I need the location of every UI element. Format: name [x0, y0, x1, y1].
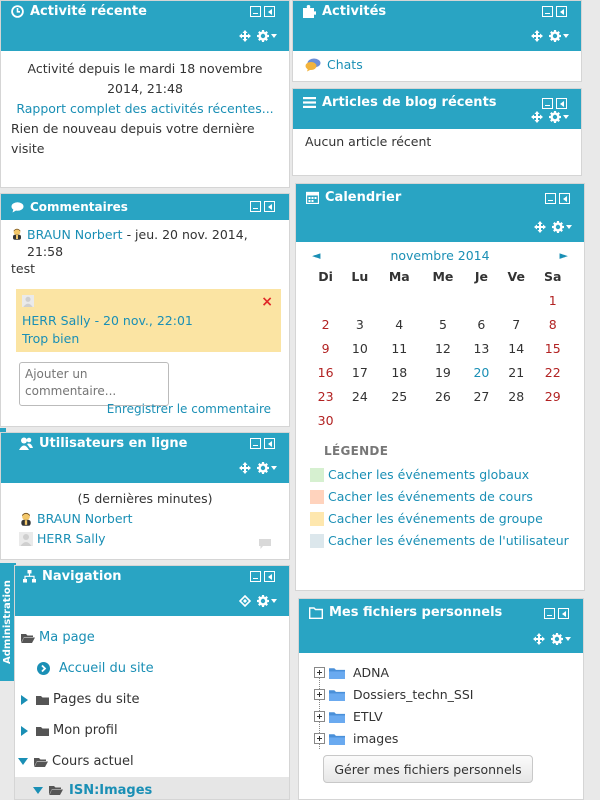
block-title	[309, 605, 502, 620]
block-header	[296, 184, 584, 242]
calendar-day[interactable]: 26	[434, 388, 451, 404]
folder-outline-icon	[309, 607, 323, 619]
calendar-empty-cell	[342, 408, 377, 432]
collapse-arrow-icon[interactable]	[18, 758, 28, 765]
block-header	[1, 194, 289, 220]
nav-item-my-page[interactable]: Ma page	[15, 622, 289, 653]
nav-item-site-pages[interactable]: Pages du site	[15, 684, 289, 715]
calendar-day[interactable]: 23	[317, 388, 334, 404]
comment-author-link[interactable]: HERR Sally	[22, 313, 91, 328]
move-icon[interactable]	[534, 221, 546, 233]
calendar-day[interactable]: 15	[544, 340, 561, 356]
comment-date: - jeu. 20 nov. 2014, 21:58	[27, 227, 248, 259]
legend-swatch	[310, 534, 324, 548]
minimize-icon[interactable]	[542, 98, 553, 109]
comment-item	[16, 289, 281, 352]
move-icon[interactable]	[239, 30, 251, 42]
dock-icon[interactable]	[559, 193, 570, 204]
calendar-day[interactable]: 17	[351, 364, 368, 380]
gear-icon[interactable]	[551, 633, 563, 645]
calendar-day-header: Di	[318, 268, 333, 284]
calendar-day[interactable]: 25	[391, 388, 408, 404]
online-user-row	[11, 529, 279, 549]
folder-icon	[329, 732, 345, 745]
calendar-day[interactable]: 12	[434, 340, 451, 356]
legend-toggle-link[interactable]: Cacher les événements de groupe	[328, 511, 543, 526]
next-month-icon[interactable]: ►	[559, 248, 568, 262]
calendar-day-header: Ma	[388, 268, 410, 284]
puzzle-icon	[303, 5, 316, 18]
calendar-month-nav	[296, 242, 584, 264]
expand-arrow-icon[interactable]	[21, 726, 28, 736]
online-user-link[interactable]: BRAUN Norbert	[37, 511, 133, 526]
collapse-arrow-icon[interactable]	[33, 787, 43, 794]
folder-name[interactable]: images	[353, 730, 399, 746]
online-user-link[interactable]: HERR Sally	[37, 531, 106, 546]
activities-block	[292, 0, 582, 82]
file-tree-folder[interactable]	[314, 727, 583, 749]
block-title	[11, 4, 147, 19]
dock-icon[interactable]	[264, 6, 275, 17]
calendar-day[interactable]: 9	[321, 340, 330, 356]
blog-title: Articles de blog récents	[322, 95, 497, 110]
minimize-icon[interactable]	[250, 6, 261, 17]
chevron-down-icon[interactable]	[271, 466, 277, 470]
gear-icon[interactable]	[552, 221, 564, 233]
folder-open-icon	[34, 756, 48, 768]
chevron-down-icon[interactable]	[271, 599, 277, 603]
block-header	[1, 1, 289, 51]
folder-icon	[36, 694, 49, 706]
manage-files-button[interactable]: Gérer mes fichiers personnels	[323, 755, 533, 783]
user-avatar-icon	[11, 228, 23, 240]
calendar-icon	[306, 191, 319, 204]
delete-comment-icon[interactable]: ×	[261, 294, 273, 310]
save-comment-link[interactable]: Enregistrer le commentaire	[106, 402, 271, 416]
users-icon	[19, 437, 33, 450]
dock-icon[interactable]	[264, 201, 275, 212]
legend-item	[296, 464, 584, 486]
nav-item-current-course[interactable]: Cours actuel	[15, 746, 289, 777]
nav-item-my-profile[interactable]: Mon profil	[15, 715, 289, 746]
full-report-link[interactable]: Rapport complet des activités récentes...	[16, 101, 274, 116]
calendar-day[interactable]: 21	[508, 364, 525, 380]
calendar-day[interactable]: 8	[548, 316, 557, 332]
calendar-week-row	[309, 336, 571, 360]
chats-link[interactable]: Chats	[327, 57, 363, 72]
calendar-day[interactable]: 18	[391, 364, 408, 380]
online-user-row	[11, 509, 279, 529]
comments-block	[0, 193, 290, 427]
calendar-day[interactable]: 10	[351, 340, 368, 356]
blog-empty-text: Aucun article récent	[305, 134, 432, 149]
calendar-legend	[296, 464, 584, 552]
calendar-day[interactable]: 30	[317, 412, 334, 428]
calendar-day[interactable]: 29	[544, 388, 561, 404]
calendar-empty-cell	[498, 408, 534, 432]
legend-item	[296, 530, 584, 552]
file-tree-folder[interactable]	[314, 661, 583, 683]
comment-text: Trop bien	[22, 331, 80, 346]
folder-icon	[329, 688, 345, 701]
calendar-empty-cell	[465, 408, 498, 432]
minimize-icon[interactable]	[250, 571, 261, 582]
file-tree	[299, 653, 583, 749]
folder-icon	[329, 666, 345, 679]
block-header	[1, 433, 289, 483]
move-icon[interactable]	[531, 111, 543, 123]
file-tree-folder[interactable]	[314, 683, 583, 705]
gear-icon[interactable]	[257, 595, 269, 607]
minimize-icon[interactable]	[542, 6, 553, 17]
calendar-day[interactable]: 19	[434, 364, 451, 380]
calendar-title: Calendrier	[325, 190, 402, 205]
block-header	[299, 599, 583, 653]
sitemap-icon	[23, 570, 36, 583]
legend-title: LÉGENDE	[324, 444, 389, 458]
expand-plus-icon[interactable]	[314, 667, 325, 678]
calendar-day[interactable]: 22	[544, 364, 561, 380]
comment-item	[1, 220, 289, 283]
minimize-icon[interactable]	[250, 438, 261, 449]
clock-icon	[11, 5, 24, 18]
chevron-down-icon[interactable]	[565, 637, 571, 641]
comments-title: Commentaires	[30, 200, 128, 214]
calendar-day[interactable]: 24	[351, 388, 368, 404]
calendar-day[interactable]: 27	[473, 388, 490, 404]
expand-arrow-icon[interactable]	[21, 695, 28, 705]
calendar-empty-cell	[465, 288, 498, 312]
legend-item	[296, 508, 584, 530]
dock-icon[interactable]	[556, 98, 567, 109]
calendar-month-link[interactable]: novembre 2014	[390, 247, 490, 263]
minimize-icon[interactable]	[250, 201, 261, 212]
calendar-day[interactable]: 1	[548, 292, 557, 308]
calendar-day[interactable]: 13	[473, 340, 490, 356]
calendar-empty-cell	[421, 288, 465, 312]
calendar-day-header: Me	[432, 268, 454, 284]
legend-swatch	[310, 468, 324, 482]
block-title	[11, 200, 128, 214]
calendar-empty-cell	[498, 288, 534, 312]
private-files-block	[298, 598, 584, 800]
minimize-icon[interactable]	[544, 608, 555, 619]
message-icon[interactable]	[259, 539, 271, 549]
calendar-week-row	[309, 384, 571, 408]
comment-text: test	[11, 261, 36, 276]
gear-icon[interactable]	[257, 30, 269, 42]
calendar-day-header: Je	[474, 268, 488, 284]
minimize-icon[interactable]	[545, 193, 556, 204]
block-title	[23, 569, 122, 584]
file-tree-folder[interactable]	[314, 705, 583, 727]
block-title	[19, 436, 188, 451]
online-users-block	[0, 432, 290, 560]
folder-open-icon	[21, 632, 35, 644]
calendar-week-row	[309, 360, 571, 384]
navigation-title: Navigation	[42, 569, 122, 584]
nothing-new-text: Rien de nouveau depuis votre dernière visite	[11, 121, 255, 156]
block-header	[293, 1, 581, 51]
administration-tab[interactable]: Administration	[0, 563, 16, 681]
block-title	[303, 95, 497, 110]
move-icon[interactable]	[239, 462, 251, 474]
dock-icon[interactable]	[264, 571, 275, 582]
expand-plus-icon[interactable]	[314, 711, 325, 722]
block-header	[15, 566, 289, 616]
navigation-block	[14, 565, 290, 800]
calendar-day[interactable]: 6	[477, 316, 486, 332]
folder-name[interactable]: Dossiers_techn_SSI	[353, 686, 474, 702]
calendar-day[interactable]: 2	[321, 316, 330, 332]
legend-swatch	[310, 490, 324, 504]
files-title: Mes fichiers personnels	[329, 605, 503, 620]
expand-plus-icon[interactable]	[314, 689, 325, 700]
calendar-day-header: Lu	[351, 268, 369, 284]
chevron-down-icon[interactable]	[566, 225, 572, 229]
online-users-title: Utilisateurs en ligne	[39, 436, 188, 451]
comment-input[interactable]	[19, 362, 169, 406]
calendar-day[interactable]: 7	[512, 316, 521, 332]
folder-name[interactable]: ETLV	[353, 708, 383, 724]
move-icon[interactable]	[533, 633, 545, 645]
nav-item-isn-images[interactable]: ISN:Images	[15, 777, 289, 800]
comment-date: - 20 nov., 22:01	[90, 313, 193, 328]
prev-month-icon[interactable]: ◄	[312, 248, 321, 262]
dock-icon[interactable]	[558, 608, 569, 619]
calendar-day[interactable]: 28	[508, 388, 525, 404]
calendar-empty-cell	[309, 288, 342, 312]
folder-icon	[329, 710, 345, 723]
chat-icon	[305, 58, 321, 72]
folder-name[interactable]: ADNA	[353, 664, 390, 680]
recent-blog-block	[292, 88, 582, 176]
calendar-day-header: Sa	[544, 268, 562, 284]
user-avatar-icon	[22, 295, 34, 307]
calendar-block	[295, 183, 585, 591]
gear-icon[interactable]	[257, 462, 269, 474]
dock-icon[interactable]	[264, 438, 275, 449]
folder-open-icon	[49, 784, 63, 796]
calendar-empty-cell	[377, 288, 421, 312]
circle-arrow-icon	[37, 662, 50, 675]
calendar-day[interactable]: 4	[395, 316, 404, 332]
calendar-day[interactable]: 5	[438, 316, 447, 332]
speech-bubble-icon	[11, 202, 24, 213]
calendar-week-row	[309, 408, 571, 432]
calendar-empty-cell	[421, 408, 465, 432]
calendar-day[interactable]: 3	[355, 316, 364, 332]
gear-icon[interactable]	[549, 30, 561, 42]
chevron-down-icon[interactable]	[563, 34, 569, 38]
calendar-grid	[309, 264, 571, 432]
online-period: (5 dernières minutes)	[77, 491, 213, 506]
legend-item	[296, 486, 584, 508]
block-header	[293, 89, 581, 129]
activities-title: Activités	[322, 4, 387, 19]
folder-icon	[36, 725, 49, 737]
block-title	[306, 190, 401, 205]
comment-author-link[interactable]: BRAUN Norbert	[27, 227, 123, 242]
activity-since: Activité depuis le mardi 18 novembre 2014, 21:48	[27, 61, 263, 96]
block-title	[303, 4, 386, 19]
legend-toggle-link[interactable]: Cacher les événements de l'utilisateur	[328, 533, 569, 548]
calendar-week-row	[309, 288, 571, 312]
expand-arrows-icon[interactable]	[239, 595, 251, 607]
recent-activity-block	[0, 0, 290, 188]
calendar-day[interactable]: 11	[391, 340, 408, 356]
dock-icon[interactable]	[556, 6, 567, 17]
chevron-down-icon[interactable]	[271, 34, 277, 38]
nav-item-site-home[interactable]: Accueil du site	[15, 653, 289, 684]
chevron-down-icon[interactable]	[563, 115, 569, 119]
expand-plus-icon[interactable]	[314, 733, 325, 744]
calendar-empty-cell	[377, 408, 421, 432]
gear-icon[interactable]	[549, 111, 561, 123]
legend-toggle-link[interactable]: Cacher les événements de cours	[328, 489, 533, 504]
calendar-day[interactable]: 16	[317, 364, 334, 380]
calendar-week-row	[309, 312, 571, 336]
recent-activity-title: Activité récente	[30, 4, 147, 19]
user-avatar-icon	[19, 512, 33, 526]
list-icon	[303, 97, 316, 108]
calendar-empty-cell	[534, 408, 571, 432]
calendar-day[interactable]: 14	[508, 340, 525, 356]
move-icon[interactable]	[531, 30, 543, 42]
legend-toggle-link[interactable]: Cacher les événements globaux	[328, 467, 530, 482]
calendar-empty-cell	[342, 288, 377, 312]
calendar-day[interactable]: 20	[473, 364, 490, 380]
calendar-day-header: Ve	[507, 268, 525, 284]
user-avatar-icon	[19, 532, 33, 546]
legend-swatch	[310, 512, 324, 526]
